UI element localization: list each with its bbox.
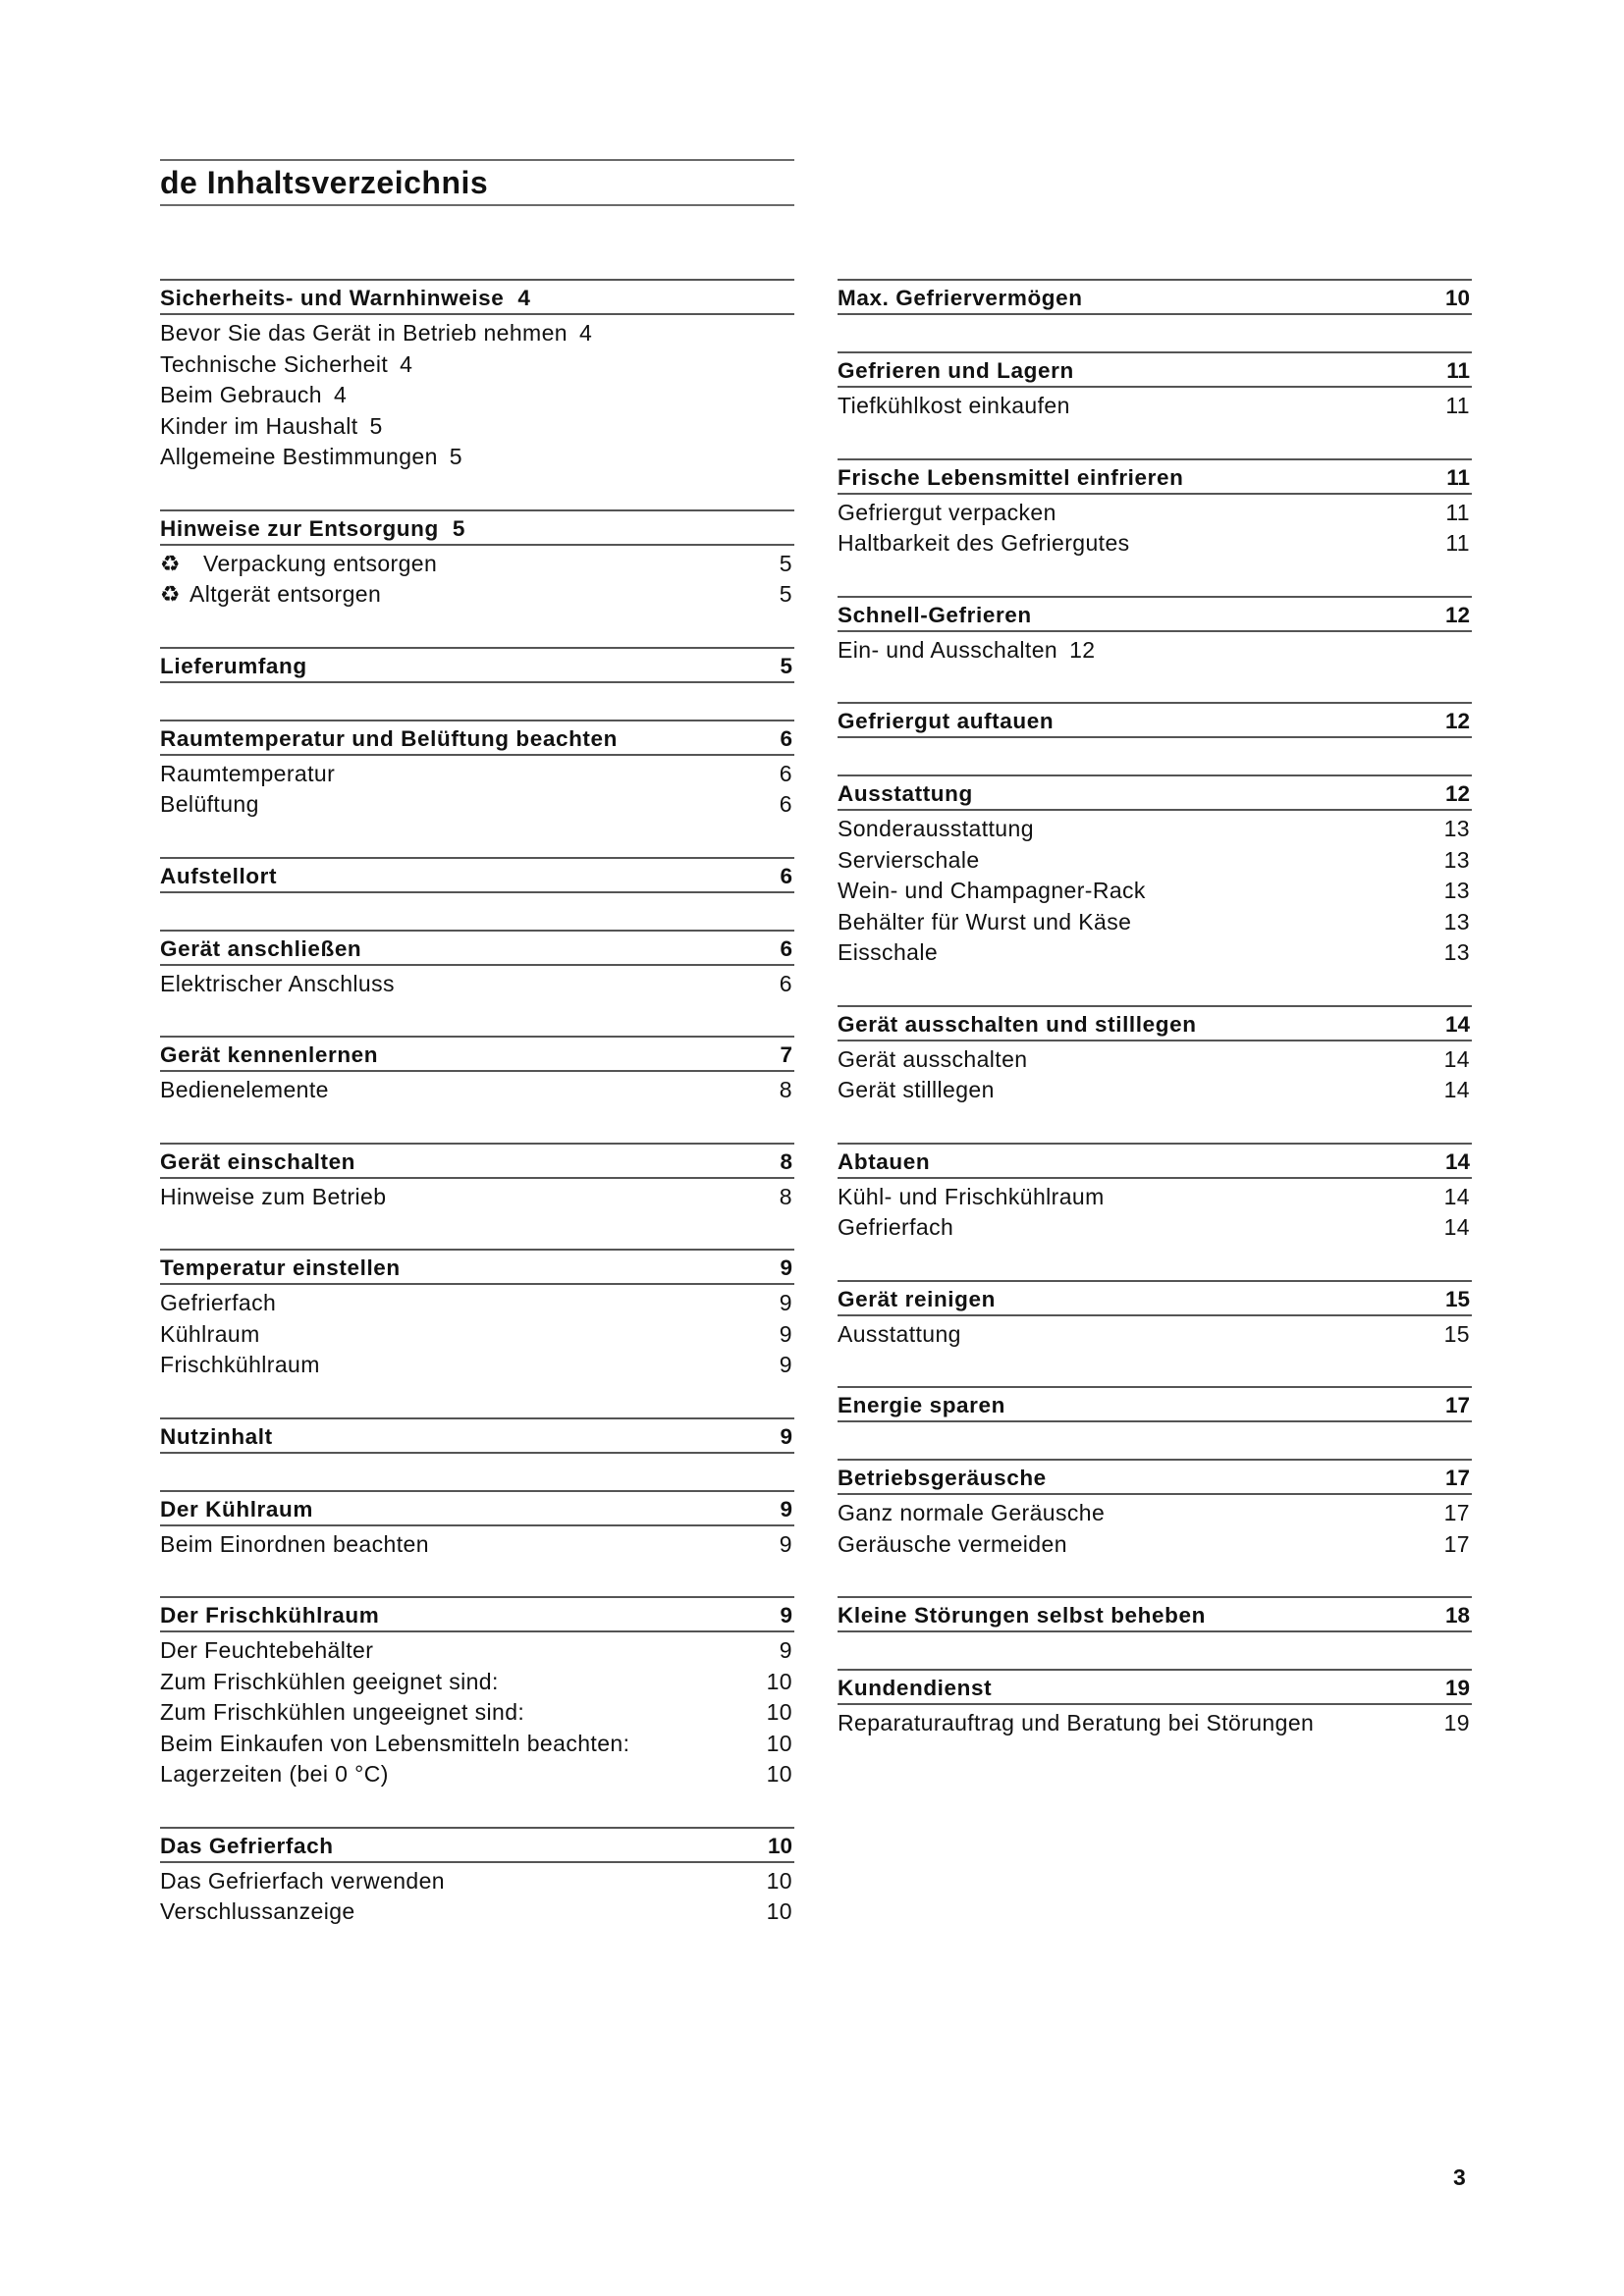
toc-section [160, 647, 794, 683]
recycle-icon: ♻ [160, 550, 182, 576]
toc-entry[interactable] [160, 1182, 794, 1213]
toc-section-heading[interactable] [838, 1143, 1472, 1179]
toc-section-heading[interactable] [160, 509, 794, 546]
toc-section-heading[interactable] [160, 279, 794, 315]
toc-section-page: 19 [1444, 1676, 1470, 1700]
toc-section-page: 12 [1444, 709, 1470, 733]
toc-entry[interactable] [838, 1498, 1472, 1529]
toc-section [838, 596, 1472, 667]
toc-entry-label: Elektrischer Anschluss [160, 970, 395, 996]
toc-entry-page: 15 [1443, 1320, 1470, 1347]
toc-section-page: 8 [780, 1148, 792, 1174]
toc-entry-label: Haltbarkeit des Gefriergutes [838, 530, 1130, 556]
toc-entry-page: 14 [1443, 1045, 1470, 1072]
toc-section-title: Kleine Störungen selbst beheben [838, 1603, 1206, 1628]
toc-entry-page: 13 [1443, 816, 1470, 841]
toc-entry-list [160, 546, 794, 611]
toc-section-title: Kundendienst [838, 1676, 993, 1700]
toc-section-heading[interactable] [838, 1596, 1472, 1632]
toc-entry-page: 13 [1443, 846, 1470, 873]
toc-entry-list [838, 388, 1472, 422]
toc-entry[interactable] [838, 498, 1472, 529]
toc-entry[interactable] [838, 635, 1472, 667]
toc-entry-list [160, 1632, 794, 1790]
toc-entry-list [160, 1179, 794, 1213]
toc-section [160, 1143, 794, 1213]
toc-entry[interactable] [160, 411, 794, 443]
toc-section [160, 1249, 794, 1381]
toc-section-title: Aufstellort [160, 863, 278, 888]
toc-section [838, 1005, 1472, 1106]
toc-section [838, 1596, 1472, 1632]
page-title: de Inhaltsverzeichnis [160, 165, 489, 200]
toc-entry-label: Belüftung [160, 791, 259, 817]
toc-entry-label: Ein- und Ausschalten [838, 636, 1058, 663]
toc-section-heading[interactable] [160, 647, 794, 683]
toc-entry-page: 10 [766, 1699, 792, 1725]
toc-entry[interactable] [838, 907, 1472, 938]
toc-section [160, 509, 794, 611]
toc-section-heading[interactable] [838, 351, 1472, 388]
toc-section-page: 11 [1446, 358, 1470, 383]
toc-entry[interactable] [838, 528, 1472, 560]
toc-section-title: Gefriergut auftauen [838, 709, 1055, 733]
toc-section [838, 1386, 1472, 1422]
toc-entry[interactable] [838, 1319, 1472, 1351]
toc-left-column [160, 279, 794, 1964]
toc-entry-label: Hinweise zum Betrieb [160, 1183, 387, 1209]
toc-entry[interactable] [160, 579, 794, 611]
toc-entry-page: 9 [779, 1352, 792, 1377]
toc-section-title: Der Frischkühlraum [160, 1603, 380, 1628]
toc-entry-label: Gefrierfach [838, 1214, 954, 1240]
toc-entry-label: Servierschale [838, 846, 980, 873]
toc-section [160, 1417, 794, 1454]
toc-entry[interactable] [838, 1708, 1472, 1739]
toc-entry[interactable] [160, 789, 794, 821]
toc-entry-label: Gerät ausschalten [838, 1045, 1028, 1072]
toc-entry-page: 5 [369, 412, 383, 439]
toc-section-heading[interactable] [160, 930, 794, 966]
toc-section-title-group [160, 516, 465, 542]
toc-entry-list [160, 1285, 794, 1381]
toc-entry-page: 13 [1443, 878, 1470, 903]
toc-section-title: Energie sparen [838, 1393, 1005, 1417]
toc-entry-page: 4 [578, 320, 593, 346]
toc-section [838, 458, 1472, 560]
toc-section-title: Das Gefrierfach [160, 1833, 334, 1858]
toc-entry-page: 13 [1443, 939, 1470, 965]
toc-section [838, 774, 1472, 969]
toc-entry[interactable] [160, 1896, 794, 1928]
toc-section-page: 12 [1444, 602, 1470, 627]
toc-entry[interactable] [160, 1319, 794, 1351]
toc-header [160, 159, 794, 206]
toc-entry-label: Beim Einordnen beachten [160, 1530, 429, 1557]
toc-entry-label: Tiefkühlkost einkaufen [838, 393, 1070, 418]
toc-section-page: 18 [1444, 1603, 1470, 1628]
toc-section-page: 7 [780, 1042, 792, 1067]
toc-section-title: Gerät kennenlernen [160, 1042, 379, 1067]
toc-section-title: Betriebsgeräusche [838, 1466, 1047, 1490]
toc-section-page: 9 [780, 1423, 792, 1449]
toc-entry[interactable] [838, 876, 1472, 907]
toc-entry-list [838, 1179, 1472, 1244]
toc-entry[interactable] [838, 1044, 1472, 1076]
toc-section [160, 279, 794, 473]
toc-section [160, 1036, 794, 1106]
toc-entry-label: Der Feuchtebehälter [160, 1637, 374, 1663]
toc-section [160, 1490, 794, 1561]
toc-section-title: Gefrieren und Lagern [838, 358, 1074, 383]
toc-entry-page: 17 [1443, 1530, 1470, 1557]
toc-section [838, 351, 1472, 422]
toc-entry-label: Eisschale [838, 939, 939, 965]
toc-entry-label: Beim Einkaufen von Lebensmitteln beachten: [160, 1730, 630, 1756]
toc-entry[interactable] [160, 318, 794, 349]
toc-section-page: 9 [780, 1603, 792, 1628]
toc-entry-page: 9 [779, 1530, 792, 1557]
toc-entry-label: Altgerät entsorgen [189, 581, 382, 607]
toc-entry[interactable] [160, 349, 794, 381]
toc-entry-page: 9 [779, 1320, 792, 1347]
toc-section [160, 1596, 794, 1790]
toc-entry[interactable] [838, 1212, 1472, 1244]
toc-entry-list [160, 756, 794, 821]
toc-section-page: 5 [780, 653, 792, 678]
toc-section [160, 930, 794, 1000]
toc-entry-page: 11 [1445, 499, 1470, 525]
toc-entry-list [838, 811, 1472, 969]
toc-entry[interactable] [160, 1529, 794, 1561]
toc-entry-label: Verschlussanzeige [160, 1898, 355, 1924]
toc-entry-list [838, 1705, 1472, 1739]
toc-right-column [838, 279, 1472, 1776]
toc-section-title: Lieferumfang [160, 653, 307, 678]
toc-entry-list [160, 966, 794, 1000]
toc-section-page: 10 [1444, 286, 1470, 310]
toc-section-heading[interactable] [160, 857, 794, 893]
toc-entry-page: 5 [449, 444, 462, 469]
toc-entry-label: Zum Frischkühlen ungeeignet sind: [160, 1699, 525, 1725]
toc-section-heading[interactable] [160, 720, 794, 756]
toc-entry-label: Ganz normale Geräusche [838, 1500, 1106, 1525]
toc-entry-list [160, 315, 794, 473]
toc-section-page: 11 [1446, 464, 1470, 490]
toc-entry-page: 14 [1443, 1214, 1470, 1240]
toc-section-page: 14 [1444, 1011, 1470, 1037]
toc-section-page: 17 [1444, 1393, 1470, 1417]
toc-entry[interactable] [838, 1529, 1472, 1561]
toc-section [160, 857, 794, 893]
toc-entry-page: 8 [779, 1077, 792, 1102]
toc-entry[interactable] [160, 1697, 794, 1729]
toc-entry[interactable] [160, 1759, 794, 1790]
toc-entry[interactable] [838, 391, 1472, 422]
toc-entry[interactable] [160, 1667, 794, 1698]
toc-section-page: 4 [517, 286, 531, 310]
toc-section [838, 1459, 1472, 1560]
toc-entry[interactable] [160, 1729, 794, 1760]
toc-entry[interactable] [160, 969, 794, 1000]
toc-section [160, 1827, 794, 1928]
toc-section [838, 1143, 1472, 1244]
toc-section-heading[interactable] [160, 1827, 794, 1863]
toc-section-page: 6 [780, 725, 792, 751]
toc-entry-label: Wein- und Champagner-Rack [838, 878, 1146, 903]
toc-entry-page: 11 [1445, 393, 1470, 418]
toc-entry-label: Verpackung entsorgen [203, 550, 438, 576]
toc-entry-list [838, 1316, 1472, 1351]
toc-section [838, 1280, 1472, 1351]
toc-entry[interactable] [838, 1182, 1472, 1213]
toc-section-heading[interactable] [160, 1596, 794, 1632]
toc-section-title: Gerät reinigen [838, 1286, 996, 1311]
toc-section-heading[interactable] [160, 1143, 794, 1179]
toc-section-heading[interactable] [838, 1005, 1472, 1041]
toc-entry[interactable] [838, 845, 1472, 877]
toc-entry-label: Kinder im Haushalt [160, 412, 358, 439]
toc-section-heading[interactable] [838, 279, 1472, 315]
toc-entry-page: 9 [779, 1290, 792, 1315]
toc-entry-page: 14 [1443, 1183, 1470, 1209]
toc-entry[interactable] [838, 937, 1472, 969]
toc-section-heading[interactable] [838, 596, 1472, 632]
toc-section-title: Temperatur einstellen [160, 1255, 401, 1280]
toc-entry-list [838, 1041, 1472, 1106]
toc-section-page: 6 [780, 935, 792, 961]
toc-section-title-group [160, 286, 531, 311]
toc-section-page: 5 [452, 515, 465, 541]
toc-entry-label: Zum Frischkühlen geeignet sind: [160, 1668, 499, 1694]
toc-entry-page: 14 [1443, 1077, 1470, 1102]
toc-entry-label: Beim Gebrauch [160, 382, 322, 407]
toc-entry-page: 17 [1443, 1500, 1470, 1525]
toc-entry[interactable] [838, 814, 1472, 845]
toc-entry-list [160, 1863, 794, 1928]
toc-entry-page: 10 [766, 1761, 792, 1787]
toc-section-title: Gerät anschließen [160, 935, 362, 961]
toc-entry-page: 10 [766, 1668, 792, 1694]
toc-section [838, 702, 1472, 738]
toc-section [838, 1669, 1472, 1739]
toc-section-title: Gerät einschalten [160, 1148, 356, 1174]
toc-entry-list [160, 1526, 794, 1561]
toc-entry-label: Kühlraum [160, 1320, 260, 1347]
toc-entry-label: Geräusche vermeiden [838, 1530, 1067, 1557]
toc-section-title: Sicherheits- und Warnhinweise [160, 286, 505, 310]
toc-entry[interactable] [160, 1288, 794, 1319]
toc-entry-page: 6 [779, 760, 792, 786]
toc-entry-page: 10 [766, 1730, 792, 1756]
toc-entry-label: Bedienelemente [160, 1077, 329, 1102]
toc-section-title: Hinweise zur Entsorgung [160, 515, 439, 541]
toc-section-title: Abtauen [838, 1148, 931, 1174]
toc-entry-page: 5 [779, 550, 792, 576]
toc-section-title: Nutzinhalt [160, 1423, 273, 1449]
toc-section-page: 6 [780, 863, 792, 888]
toc-entry-label: Behälter für Wurst und Käse [838, 908, 1132, 934]
toc-section-heading[interactable] [838, 1386, 1472, 1422]
toc-entry-label: Reparaturauftrag und Beratung bei Störungen [838, 1710, 1315, 1735]
toc-section-heading[interactable] [160, 1417, 794, 1454]
toc-entry-label: Technische Sicherheit [160, 350, 389, 377]
toc-entry-page: 9 [779, 1637, 792, 1663]
toc-section-heading[interactable] [160, 1036, 794, 1072]
toc-entry-label: Gefrierfach [160, 1290, 277, 1315]
recycle-icon: ♻ [160, 581, 182, 607]
toc-entry-label: Ausstattung [838, 1320, 961, 1347]
toc-section-title: Schnell-Gefrieren [838, 602, 1032, 627]
toc-entry-page: 8 [779, 1183, 792, 1209]
toc-section-heading[interactable] [838, 1669, 1472, 1705]
toc-entry[interactable] [160, 1075, 794, 1106]
toc-entry-page: 5 [779, 581, 792, 607]
toc-section-title: Der Kühlraum [160, 1496, 313, 1522]
toc-entry-page: 10 [766, 1867, 792, 1894]
toc-section [838, 279, 1472, 315]
toc-entry-page: 6 [779, 970, 792, 996]
toc-section-heading[interactable] [838, 1459, 1472, 1495]
toc-entry[interactable] [160, 442, 794, 473]
toc-section-heading[interactable] [838, 702, 1472, 738]
toc-section-page: 17 [1444, 1466, 1470, 1490]
toc-entry-page: 4 [400, 350, 413, 377]
toc-entry-list [838, 495, 1472, 560]
toc-section-heading[interactable] [838, 458, 1472, 495]
toc-entry-label: Allgemeine Bestimmungen [160, 444, 438, 469]
toc-entry-page: 6 [779, 791, 792, 817]
toc-entry-list [838, 632, 1472, 667]
toc-entry[interactable] [160, 1635, 794, 1667]
toc-section-heading[interactable] [838, 1280, 1472, 1316]
toc-entry-page: 4 [334, 382, 348, 407]
toc-entry-label: Bevor Sie das Gerät in Betrieb nehmen [160, 320, 568, 346]
toc-entry[interactable] [160, 1350, 794, 1381]
toc-entry[interactable] [838, 1075, 1472, 1106]
toc-entry-label: Gefriergut verpacken [838, 499, 1056, 525]
toc-entry[interactable] [160, 380, 794, 411]
toc-entry-label: Sonderausstattung [838, 816, 1034, 841]
toc-section-page: 12 [1444, 781, 1470, 806]
toc-entry[interactable] [160, 1866, 794, 1897]
toc-entry-label: Frischkühlraum [160, 1352, 320, 1377]
toc-entry-list [838, 1495, 1472, 1560]
toc-section-page: 9 [780, 1255, 792, 1280]
toc-section-heading[interactable] [160, 1490, 794, 1526]
toc-section-title: Max. Gefriervermögen [838, 286, 1083, 310]
toc-section-page: 14 [1444, 1148, 1470, 1174]
toc-section-page: 9 [780, 1496, 792, 1522]
toc-entry-label: Gerät stilllegen [838, 1077, 995, 1102]
toc-section [160, 720, 794, 821]
toc-entry-list [160, 1072, 794, 1106]
toc-entry-page: 19 [1443, 1710, 1470, 1735]
toc-entry[interactable] [160, 549, 794, 580]
toc-entry-label: Kühl- und Frischkühlraum [838, 1183, 1105, 1209]
toc-section-title: Ausstattung [838, 781, 973, 806]
toc-section-heading[interactable] [160, 1249, 794, 1285]
toc-entry-label: Das Gefrierfach verwenden [160, 1867, 445, 1894]
toc-section-title: Gerät ausschalten und stilllegen [838, 1011, 1197, 1037]
toc-section-page: 10 [767, 1833, 792, 1858]
toc-entry-page: 10 [766, 1898, 792, 1924]
toc-section-title: Raumtemperatur und Belüftung beachten [160, 725, 618, 751]
toc-entry-label: Raumtemperatur [160, 760, 336, 786]
page-number: 3 [1453, 2164, 1466, 2190]
toc-entry-page: 12 [1069, 636, 1096, 663]
toc-entry-label: Lagerzeiten (bei 0 °C) [160, 1761, 389, 1787]
toc-entry-page: 13 [1443, 908, 1470, 934]
toc-entry[interactable] [160, 759, 794, 790]
toc-section-title: Frische Lebensmittel einfrieren [838, 464, 1184, 490]
toc-section-heading[interactable] [838, 774, 1472, 811]
toc-entry-page: 11 [1445, 530, 1470, 556]
toc-section-page: 15 [1444, 1286, 1470, 1311]
